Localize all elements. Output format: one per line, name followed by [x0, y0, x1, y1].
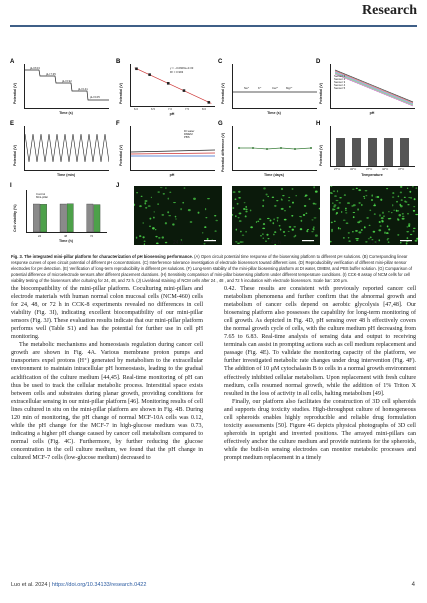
panel-h-xtick-5: 47°C: [398, 167, 405, 171]
panel-d-legend-4: Sensor 4: [334, 83, 346, 87]
panel-c-ylabel: Potential (V): [221, 83, 225, 104]
panel-h-xtick-2: 32°C: [350, 167, 357, 171]
panel-b: [116, 59, 218, 118]
body-left-paragraph-2: The metabolic mechanisms and homeostasis regulation during cancer cell growth are shown in Fig. 4A. Various membrane proton pumps and transporters expel protons (H⁺) generated by metabolism to the extracellular environment to maintain intracellular pH homeostasis, leading to the gradual acidification of the culture medium [44,45]. Real-time monitoring of pH can thus be used to track the cellular metabolic process. Interstitial space exists between cells and substrates during planar growth, providing conditions for extracellular sensing in our mini-pillar platform [46]. Monitoring results of cell lines cultured in situ on the mini-pillar platform are shown in Fig. 4B. During 120 min of monitoring, the pH change of normal MCF-10A cells was 0.12, while the pH change for the MCF-7 in high-glucose medium was 0.73, indicating a higher pH change caused by cancer cell metabolism compared to normal cells (Fig. 4C). Furthermore, by further reducing the glucose concentration in the cell culture medium, we found that the pH change in cultured MCF-7 cells (low-glucose medium) decreased to: [11, 342, 203, 461]
panel-b-label: B: [116, 59, 121, 65]
panel-b-point: [207, 101, 210, 104]
panel-b-xtick-2: 6.5: [151, 107, 155, 111]
panel-i-xtick-1: 24: [38, 234, 42, 238]
panel-i-bar: [67, 204, 73, 232]
page-number: 4: [411, 582, 415, 588]
panel-e-axes: [24, 126, 109, 171]
panel-e-ylabel: Potential (V): [13, 145, 17, 166]
panel-a-ph-1: pH 8.03: [30, 66, 40, 70]
header-rule: [10, 25, 417, 27]
micrograph-24h-cells: [134, 186, 222, 245]
header-section-title: Research: [362, 3, 417, 18]
panel-i-bar: [33, 204, 39, 232]
micrograph-48h-caption: 48 h: [270, 240, 281, 246]
panel-g-axes: [232, 126, 317, 171]
panel-f-legend-1: DI water: [184, 129, 195, 133]
panel-e-label: E: [10, 121, 15, 127]
body-right-paragraph-2: Finally, our platform also facilitates the construction of 3D cell spheroids and supports drug toxicity studies. High-throughput culture of homogeneous cell spheroids enables highly reproducible and reliable drug formulation toxicity assessments [50]. Figure 4G depicts physical photographs of 3D cell spheroids in upright and inverted positions. The arrayed mini-pillars can effectively anchor the culture medium and provide nutrients for the spheroids, while the built-in sensing electrodes can monitor metabolic processes and prompt medium replacement in a timely: [224, 398, 416, 461]
panel-j-label: J: [116, 183, 120, 189]
panel-b-r2: R² = 0.993: [170, 70, 184, 74]
panel-a-ph-2: pH 7.35: [46, 72, 56, 76]
panel-g-label: G: [218, 121, 223, 127]
panel-i-ylabel: Cell viability (%): [13, 204, 17, 232]
panel-f-xlabel: pH: [169, 173, 175, 177]
panel-f-plot: [131, 126, 215, 170]
panel-a-ylabel: Potential (V): [13, 83, 17, 104]
panel-i-xlabel: Time (h): [59, 239, 73, 243]
panel-h-plot: [331, 126, 415, 166]
body-right-paragraph-1: 0.42. These results are consistent with previously reported cancer cell metabolism phenomena and further confirm that the abnormal growth and metabolism of cancer cells depend on aerobic glycolysis [47,48]. Our biosensing platform also possesses the capability for long-term monitoring of cell growth. As depicted in Fig. 4D, pH sensing over 48 h effectively covers the normal growth cycle of cells, with the culture medium pH decreasing from 7.65 to 6.83. Real-time analysis of sensing data and output to receiving terminals can assist in prompting actions such as cell medium replacement and passage (Fig. 4E). To validate the monitoring capacity of the platform, we further investigated metabolic rate changes under drug intervention (Fig. 4F). The addition of 10 μM cytochalasin B to cells in a normal growth environment effectively inhibited cellular metabolism. Upon replacement with fresh culture medium, cells resumed normal growth, while the addition of 1% Triton X resulted in the loss of activity in all cells, halting metabolism [49].: [224, 286, 416, 397]
micrograph-72h-caption: 72 h: [368, 240, 379, 246]
panel-h-xtick-3: 37°C: [366, 167, 373, 171]
panel-d-legend-1: Sensor 1: [334, 74, 346, 78]
panel-a-plot: [25, 64, 109, 108]
panel-g-xlabel: Time (days): [264, 173, 284, 177]
panel-c-ion-2: K⁺: [258, 86, 262, 90]
footer-doi-link[interactable]: https://doi.org/10.34133/research.0422: [51, 582, 147, 588]
panel-h-label: H: [316, 121, 321, 127]
micrograph-24h: [134, 186, 222, 245]
panel-i-bar: [60, 204, 66, 232]
panel-f: [116, 121, 218, 180]
panel-a-axes: [24, 64, 109, 109]
micrograph-24h-caption: 24 h: [172, 240, 183, 246]
panel-c-ion-3: Ca²⁺: [272, 86, 278, 90]
panel-i-bar: [87, 204, 93, 232]
panel-i-xtick-3: 72: [90, 234, 94, 238]
panel-g-ylabel: Potential difference (V): [221, 132, 225, 172]
panel-b-xtick-3: 7.0: [168, 107, 172, 111]
panel-h-axes: [330, 126, 415, 167]
panel-i-label: I: [10, 183, 12, 189]
panel-d: [316, 59, 418, 118]
panel-c-xlabel: Time (s): [267, 111, 281, 115]
panel-d-legend-5: Sensor 5: [334, 86, 346, 90]
panel-h: [316, 121, 418, 180]
panel-a: [10, 59, 112, 118]
panel-i-legend-pillar: Mini-pillar: [36, 195, 48, 199]
panel-i-xtick-2: 48: [64, 234, 68, 238]
panel-h-xtick-4: 42°C: [382, 167, 389, 171]
panel-d-xlabel: pH: [369, 111, 375, 115]
panel-c-label: C: [218, 59, 223, 65]
panel-a-xlabel: Time (s): [59, 111, 73, 115]
panel-b-xtick-5: 8.0: [202, 107, 206, 111]
panel-f-axes: [130, 126, 215, 171]
caption-title: The integrated mini-pillar platform for characterization of pH biosensing performance.: [24, 254, 193, 259]
panel-b-xtick-1: 6.0: [134, 107, 138, 111]
panel-i: [10, 183, 112, 248]
panel-f-legend-3: PBS: [184, 135, 190, 139]
panel-b-point: [135, 67, 138, 70]
panel-b-point: [183, 89, 186, 92]
panel-a-ph-4: pH 6.41: [78, 87, 88, 91]
panel-d-legend-2: Sensor 2: [334, 77, 346, 81]
body-left-paragraph-1: the biocompatibility of the mini-pillar platform. Coculturing mini-pillars and electrode materials with human normal colon mucosal cells (NCM-460) cells for 24, 48, or 72 h in CCK-8 experiments revealed no differences in cell viability (Fig. 3I), indicating excellent biocompatibility of our mini-pillar sensors (Fig. 3J). These evaluation results indicate that our mini-pillar platform performs well (Table S1) and has the potential for further use in cell pH monitoring.: [11, 286, 203, 341]
panel-f-ylabel: Potential (V): [119, 145, 123, 166]
panel-i-bar: [40, 204, 46, 232]
panel-b-point: [148, 73, 151, 76]
panel-d-ylabel: Potential (V): [319, 83, 323, 104]
panel-e: [10, 121, 112, 180]
panel-b-ylabel: Potential (V): [119, 83, 123, 104]
panel-b-equation: y = −0.0606x+0.33: [170, 66, 194, 70]
caption-lead: Fig. 3.: [11, 254, 23, 259]
panel-d-legend-3: Sensor 3: [334, 80, 346, 84]
panel-a-label: A: [10, 59, 15, 65]
footer-authors: Luo et al. 2024 |: [11, 582, 52, 588]
caption-body: (A) Open circuit potential time response of the biosensing platform to different pH solutions. (B) Corresponding linear response curves of open circuit potential of different pH concentrations. (C) Interference tolerance investigation of electrode biosensors toward different ions. (D) Reproducibility verification of different mini-pillar sensor electrodes for pH detection. (E) Verification of long-term reproducibility in different pH solutions. (F) Long-term stability of the mini-pillar biosensing platform at DI water, DMEM, and PBS buffer solution. (G) Comparison of potential difference of microelectrode sensors after different placement durations. (H) Sensitivity comparison of mini-pillar biosensing platform under different temperature conditions. (I) CCK-8 assay of NCM cells for cell viability testing of the biosensors after culturing for 24, 48, and 72 h. (J) Live/dead staining of NCM cells after 24 , 48 , and 72 h incubation with electrode biosensors. Scale bar: 100 μm.: [11, 254, 412, 283]
micrograph-48h-cells: [232, 186, 320, 245]
panel-b-xtick-4: 7.5: [185, 107, 189, 111]
micrograph-72h: [330, 186, 418, 245]
micrograph-72h-cells: [330, 186, 418, 245]
panel-c-ion-4: Mg²⁺: [286, 86, 293, 90]
panel-g: [218, 121, 320, 180]
panel-b-point: [167, 82, 170, 85]
panel-j: [116, 183, 418, 248]
panel-c-ion-1: Na⁺: [244, 86, 250, 90]
panel-h-xlabel: Temperature: [361, 173, 383, 177]
panel-f-legend-2: DMEM: [184, 132, 193, 136]
micrograph-48h: [232, 186, 320, 245]
panel-f-label: F: [116, 121, 120, 127]
panel-c: [218, 59, 320, 118]
panel-i-legend-control: Control: [36, 192, 46, 196]
panel-d-label: D: [316, 59, 321, 65]
panel-e-xlabel: Time (min): [56, 173, 76, 177]
panel-e-plot: [25, 126, 109, 170]
figure-caption: [11, 254, 417, 284]
panel-a-ph-5: pH 6.05: [90, 95, 100, 99]
body-column-right: [224, 285, 416, 462]
body-column-left: [11, 285, 203, 462]
panel-i-bar: [94, 205, 100, 232]
panel-h-ylabel: Potential (V): [319, 145, 323, 166]
panel-h-xtick-1: 27°C: [334, 167, 341, 171]
footer-citation: [11, 582, 146, 588]
panel-g-plot: [233, 126, 317, 170]
panel-a-ph-3: pH 6.92: [62, 79, 72, 83]
panel-b-xlabel: pH: [169, 112, 175, 116]
